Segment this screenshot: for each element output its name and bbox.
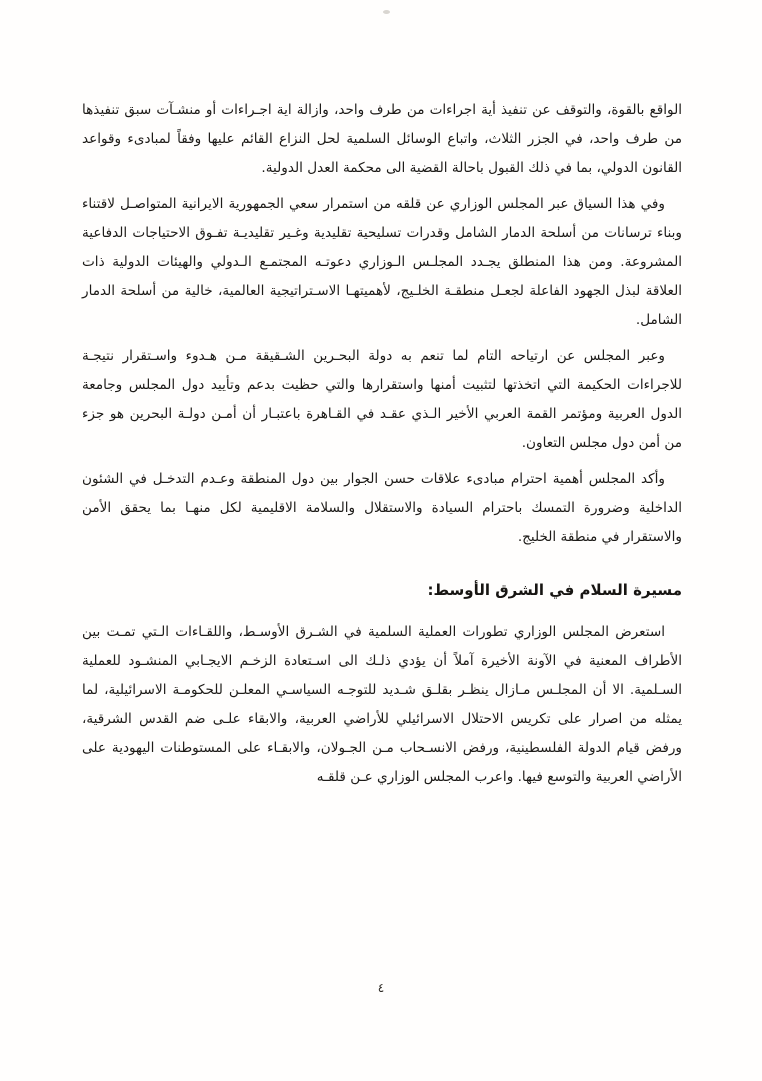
paragraph: الواقع بالقوة، والتوقف عن تنفيذ أية اجراءات من طرف واحد، وازالة اية اجـراءات أو منشـآت سبق تنفيذها من طرف واحد، في الجزر الثلاث، واتباع الوسائل السلمية لحل النزاع القائم عليها وفقاً لمبادىء وقواعد القانون الدولي، بما في ذلك القبول باحالة القضية الى محكمة العدل الدولية. — [82, 102, 682, 176]
section-heading: مسيرة السلام في الشرق الأوسط: — [427, 581, 682, 599]
scan-artifact — [383, 10, 390, 14]
paragraph: وفي هذا السياق عبر المجلس الوزاري عن قلقه من استمرار سعي الجمهورية الايرانية المتواصـل لاقتناء وبناء ترسانات من أسلحة الدمار الشامل وقدرات تسليحية تقليدية وغـير تقليديـة تفـوق الاحتياجات الدفاعية المشروعة. ومن هذا المنطلق يجـدد المجلـس الـوزاري دعوتـه المجتمـع الـدولي والهيئات الدولية ذات العلاقة لبذل الجهود الفاعلة لجعـل منطقـة الخلـيج، لأهميتهـا الاسـتراتيجية العالمية، خالية من أسلحة الدمار الشامل. — [82, 196, 682, 328]
paragraph: وأكد المجلس أهمية احترام مبادىء علاقات حسن الجوار بين دول المنطقة وعـدم التدخـل في الشئون الداخلية وضرورة التمسك باحترام السيادة والاستقلال والسلامة الاقليمية لكل منهـا بما يحقق الأمن والاستقرار في منطقة الخليج. — [82, 471, 682, 545]
page-number: ٤ — [377, 981, 385, 995]
text-block — [82, 96, 682, 799]
paragraph: استعرض المجلس الوزاري تطورات العملية السلمية في الشـرق الأوسـط، واللقـاءات الـتي تمـت بين الأطراف المعنية في الآونة الأخيرة آملاً أن يؤدي ذلـك الى اسـتعادة الزخـم الايجـابي المنشـود للعملية السـلمية. الا أن المجلـس مـازال ينظـر بقلـق شـديد للتوجـه السياسـي المعلـن للحكومـة الاسرائيلية، لما يمثله من اصرار على تكريس الاحتلال الاسرائيلي للأراضي العربية، والابقاء علـى ضم القدس الشرقية، ورفض قيام الدولة الفلسطينية، ورفض الانسـحاب مـن الجـولان، والابقـاء على المستوطنات اليهودية على الأراضي العربية والتوسع فيها. واعرب المجلس الوزاري عـن قلقـه — [82, 624, 682, 785]
paragraph: وعبر المجلس عن ارتياحه التام لما تنعم به دولة البحـرين الشـقيقة مـن هـدوء واسـتقرار نتيجـة للاجراءات الحكيمة التي اتخذتها لتثبيت أمنها واستقرارها والتي حظيت بدعم وتأييد دول المجلس وجامعة الدول العربية ومؤتمر القمة العربي الأخير الـذي عقـد في القـاهرة باعتبـار أن أمـن دولـة البحرين هو جزء من أمن دول مجلس التعاون. — [82, 348, 682, 451]
